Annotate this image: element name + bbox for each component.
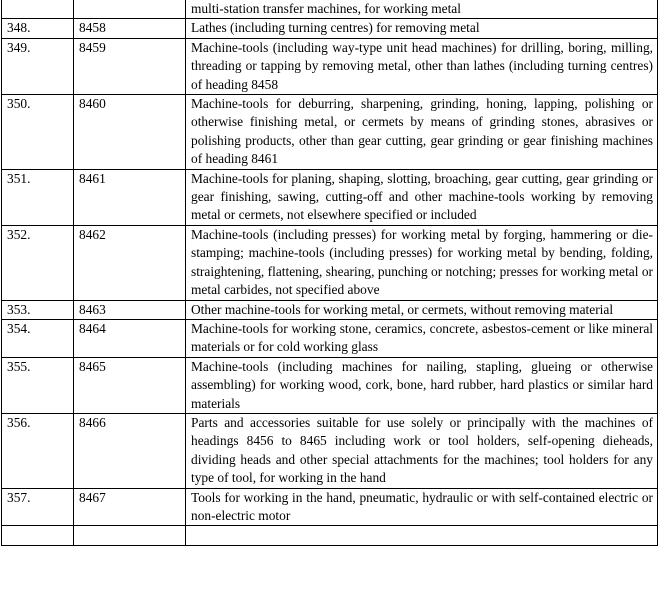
description-cell: Other machine-tools for working metal, or cermets, without removing material: [186, 300, 658, 319]
hs-heading-cell: [74, 526, 186, 545]
hs-heading-cell: 8467: [74, 488, 186, 526]
hs-heading-cell: 8464: [74, 319, 186, 357]
description-cell: Machine-tools for deburring, sharpening, grinding, honing, lapping, polishing or otherwise finishing metal, or cermets by means of grinding stones, abrasives or polishing products, other than gear cutting, gear grinding or gear finishing machines of heading 8461: [186, 95, 658, 170]
hs-heading-cell: 8463: [74, 300, 186, 319]
tariff-table-body: [2, 0, 658, 545]
description-cell: Machine-tools (including way-type unit head machines) for drilling, boring, milling, threading or tapping by removing metal, other than lathes (including turning centres) of heading 8458: [186, 38, 658, 94]
serial-number-cell: 355.: [2, 357, 74, 413]
hs-heading-cell: 8466: [74, 413, 186, 488]
description-cell: Machine-tools (including presses) for working metal by forging, hammering or die-stamping; machine-tools (including presses) for working metal by bending, folding, straightening, flattening, shearing, punching or notching; presses for working metal or metal carbides, not specified above: [186, 225, 658, 300]
serial-number-cell: 353.: [2, 300, 74, 319]
hs-heading-cell: 8458: [74, 19, 186, 38]
description-cell: Lathes (including turning centres) for removing metal: [186, 19, 658, 38]
table-row: [2, 169, 658, 225]
table-row: [2, 225, 658, 300]
description-cell: Machine-tools for working stone, ceramics, concrete, asbestos-cement or like mineral materials or for cold working glass: [186, 319, 658, 357]
serial-number-cell: 348.: [2, 19, 74, 38]
tariff-table: [1, 0, 658, 546]
table-row: [2, 0, 658, 19]
table-row: [2, 95, 658, 170]
hs-heading-cell: 8460: [74, 95, 186, 170]
serial-number-cell: [2, 526, 74, 545]
serial-number-cell: 351.: [2, 169, 74, 225]
hs-heading-cell: 8462: [74, 225, 186, 300]
table-row: [2, 300, 658, 319]
serial-number-cell: 357.: [2, 488, 74, 526]
table-row: [2, 526, 658, 545]
table-row: [2, 488, 658, 526]
serial-number-cell: 349.: [2, 38, 74, 94]
hs-heading-cell: 8461: [74, 169, 186, 225]
hs-heading-cell: 8459: [74, 38, 186, 94]
description-cell: multi-station transfer machines, for working metal: [186, 0, 658, 19]
description-cell: [186, 526, 658, 545]
table-row: [2, 357, 658, 413]
table-row: [2, 38, 658, 94]
serial-number-cell: 352.: [2, 225, 74, 300]
serial-number-cell: [2, 0, 74, 19]
serial-number-cell: 354.: [2, 319, 74, 357]
hs-heading-cell: 8465: [74, 357, 186, 413]
description-cell: Machine-tools (including machines for nailing, stapling, glueing or otherwise assembling) for working wood, cork, bone, hard rubber, hard plastics or similar hard materials: [186, 357, 658, 413]
serial-number-cell: 350.: [2, 95, 74, 170]
description-cell: Tools for working in the hand, pneumatic, hydraulic or with self-contained electric or non-electric motor: [186, 488, 658, 526]
description-cell: Machine-tools for planing, shaping, slotting, broaching, gear cutting, gear grinding or gear finishing, sawing, cutting-off and other machine-tools working by removing metal or cermets, not elsewhere specified or included: [186, 169, 658, 225]
table-row: [2, 413, 658, 488]
hs-heading-cell: [74, 0, 186, 19]
table-row: [2, 319, 658, 357]
description-cell: Parts and accessories suitable for use solely or principally with the machines of headings 8456 to 8465 including work or tool holders, self-opening dieheads, dividing heads and other special attachments for the machines; tool holders for any type of tool, for working in the hand: [186, 413, 658, 488]
table-row: [2, 19, 658, 38]
serial-number-cell: 356.: [2, 413, 74, 488]
